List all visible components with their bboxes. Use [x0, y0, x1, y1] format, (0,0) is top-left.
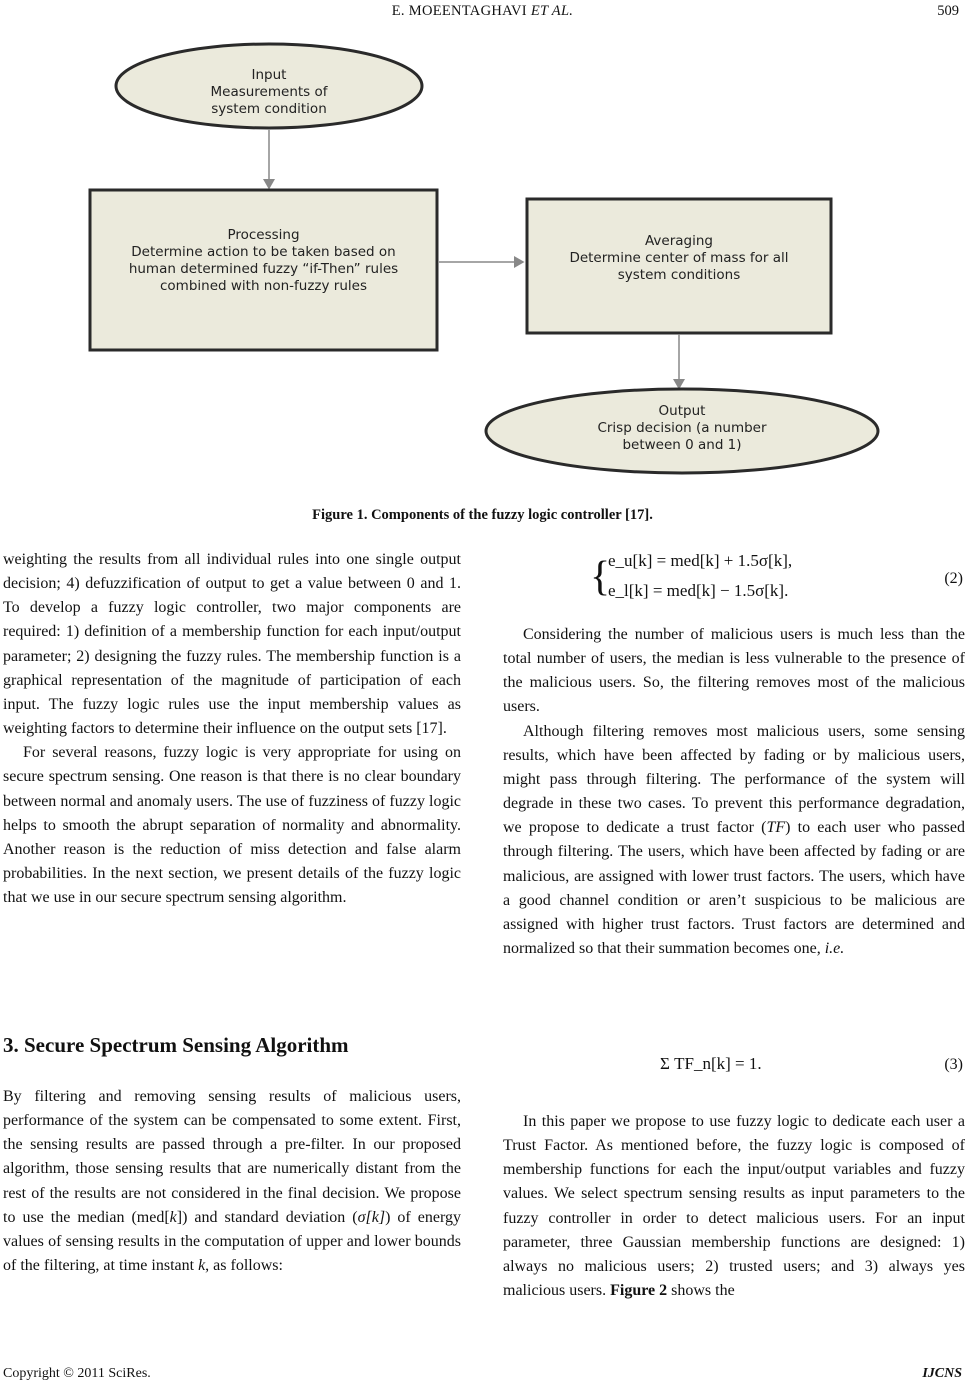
header-et-al: ET AL. — [530, 3, 574, 19]
paragraph: For several reasons, fuzzy logic is very appropriate for using on secure spectrum sensing. One reason is that there is no clear boundary between normal and anomaly users. The use of fuzziness of fuzzy logic helps to smooth the abrupt separation of normality and abnormality. Another reason is the reduction of miss detection and false alarm probabilities. In the next section, we present details of the fuzzy logic that we use in our secure spectrum sensing algorithm. — [3, 744, 461, 907]
equation-2 — [590, 549, 850, 609]
journal-footer: IJCNS — [922, 1366, 962, 1381]
equation-2-line-1: e_u[k] = med[k] + 1.5σ[k], — [608, 551, 793, 570]
left-column — [3, 548, 461, 910]
equation-3: Σ TF_n[k] = 1. — [660, 1054, 762, 1073]
equation-brace: { — [590, 554, 611, 600]
paragraph: By filtering and removing sensing results of malicious users, performance of the system can be compensated to some extent. First, the sensing results are passed through a pre-filter. In our proposed algorithm, those sensing results that are numerically distant from the rest of the results are not considered in the final decision. We propose to use the median (med[k]) and standard deviation (σ[k]) of energy values of sensing results in the computation of upper and lower bounds of the filtering, at time instant k, as follows: — [3, 1088, 461, 1275]
equation-3-number: (3) — [944, 1056, 963, 1073]
output-label: Output Crisp decision (a number between 0 and 1) — [597, 403, 767, 453]
section-heading: 3. Secure Spectrum Sensing Algorithm — [3, 1033, 349, 1057]
input-label: Input Measurements of system condition — [210, 67, 328, 117]
right-column — [503, 623, 965, 961]
header-authors: E. MOEENTAGHAVI — [391, 3, 527, 19]
figure-caption: Figure 1. Components of the fuzzy logic controller [17]. — [312, 507, 653, 523]
averaging-label: Averaging Determine center of mass for all system conditions — [569, 233, 789, 283]
equation-2-line-2: e_l[k] = med[k] − 1.5σ[k]. — [608, 581, 789, 600]
paragraph: In this paper we propose to use fuzzy logic to dedicate each user a Trust Factor. As mentioned before, the fuzzy logic is composed of membership functions for each the input/output variables and fuzzy values. We select spectrum sensing results as input parameters to the fuzzy controller in order to detect malicious users. For an input parameter, three Gaussian membership functions are designed: 1) always no malicious users; 2) trusted users; and 3) always yes malicious users. Figure 2 shows the — [503, 1113, 965, 1300]
paragraph: Although filtering removes most malicious users, some sensing results, which have been affected by fading or by malicious users, might pass through filtering. The performance of the system will degrade in these two cases. To prevent this performance degradation, we propose to dedicate a trust factor (TF) to each user who passed through filtering. The users, which have been affected by fading or are malicious, are assigned with lower trust factors. The users, which have a good channel condition or aren’t suspicious to be malicious are assigned with higher trust factors. Trust factors are determined and normalized so that their summation becomes one, i.e. — [503, 722, 965, 958]
processing-label: Processing Determine action to be taken based on human determined fuzzy “if-Then” rules combined with non-fuzzy rules — [128, 227, 399, 294]
paragraph: weighting the results from all individual rules into one single output decision; 4) defuzzification of output to get a value between 0 and 1. To develop a fuzzy logic controller, two major components are required: 1) definition of a membership function for each input/output parameter; 2) designing the fuzzy rules. The membership function is a graphical representation of the magnitude of participation of each input. The fuzzy logic rules use the input membership values as weighting factors to determine their influence on the output sets [17]. — [3, 551, 461, 738]
copyright-footer: Copyright © 2011 SciRes. — [3, 1366, 151, 1381]
running-header — [0, 3, 965, 20]
figure-1-flowchart — [85, 40, 885, 492]
left-column-lower — [3, 1085, 461, 1278]
right-column-lower — [503, 1110, 965, 1303]
equation-2-number: (2) — [944, 570, 963, 587]
paragraph: Considering the number of malicious users is much less than the total number of users, the median is less vulnerable to the presence of the malicious users. So, the filtering removes most of the malicious users. — [503, 626, 965, 716]
page-number: 509 — [937, 3, 959, 19]
